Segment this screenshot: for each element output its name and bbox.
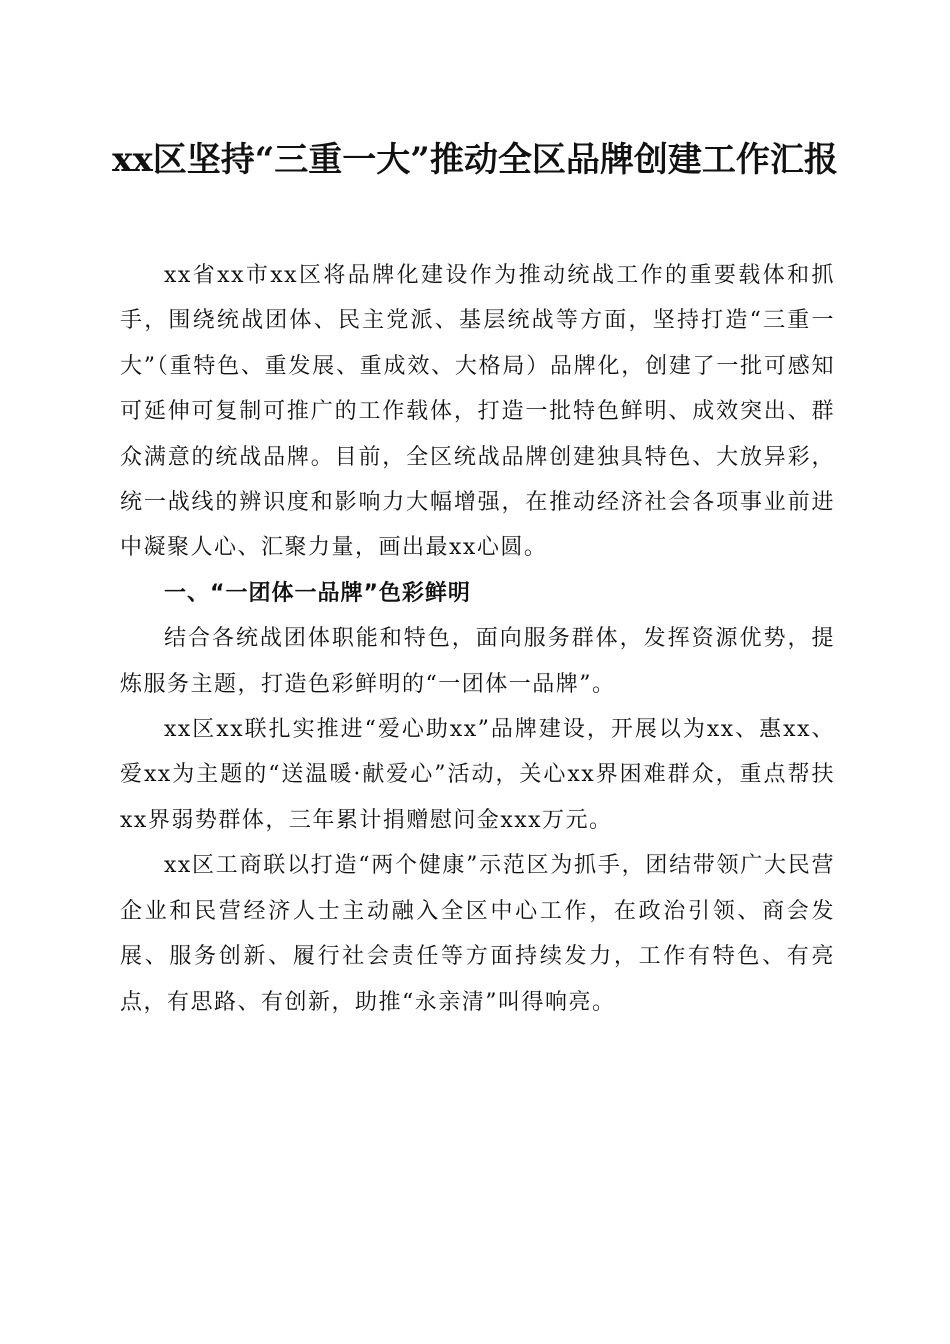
section-paragraph: xx区工商联以打造“两个健康”示范区为抓手，团结带领广大民营企业和民营经济人士主动融入全区中心工作，在政治引领、商会发展、服务创新、履行社会责任等方面持续发力，工作有特色、有亮点，有思路、有创新，助推“永亲清”叫得响亮。: [120, 853, 835, 1015]
document-title: xx区坚持“三重一大”推动全区品牌创建工作汇报: [112, 140, 838, 180]
intro-paragraph: xx省xx市xx区将品牌化建设作为推动统战工作的重要载体和抓手，围绕统战团体、民主党派、基层统战等方面，坚持打造“三重一大”（重特色、重发展、重成效、大格局）品牌化，创建了一批可感知可延伸可复制可推广的工作载体，打造一批特色鲜明、成效突出、群众满意的统战品牌。目前，全区统战品牌创建独具特色、大放异彩，统一战线的辨识度和影响力大幅增强，在推动经济社会各项事业前进中凝聚人心、汇聚力量，画出最xx心圆。: [120, 263, 835, 561]
section-paragraph: 结合各统战团体职能和特色，面向服务群体，发挥资源优势，提炼服务主题，打造色彩鲜明的“一团体一品牌”。: [120, 626, 835, 697]
section-heading: 一、“一团体一品牌”色彩鲜明: [164, 580, 471, 606]
document-body: [120, 253, 835, 1025]
section-paragraph: xx区xx联扎实推进“爱心助xx”品牌建设，开展以为xx、惠xx、爱xx为主题的“送温暖·献爱心”活动，关心xx界困难群众，重点帮扶xx界弱势群体，三年累计捐赠慰问金xxx万元。: [120, 717, 835, 833]
